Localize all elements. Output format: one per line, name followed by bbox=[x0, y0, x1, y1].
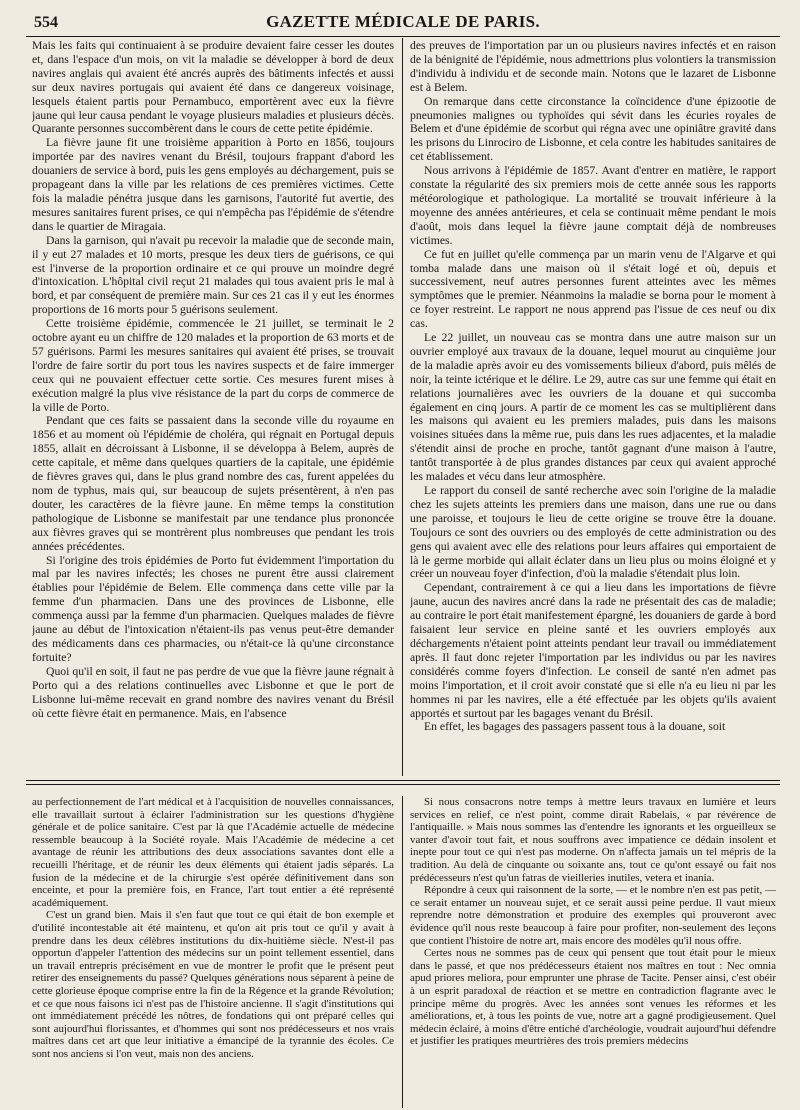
paragraph: Cette troisième épidémie, commencée le 21 juillet, se terminait le 2 octobre ayant eu un chiffre de 120 malades et la proportion de 63 morts et de 57 guérisons. Parmi les mesures sanitaires qui avaient été prises, se trouvait l'ordre de faire sortir du port tous les navires suspects et de faire immerger ceux qui ne pouvaient effectuer cette sortie. Ces mesures furent mises à exécution malgré la plus vive résistance de la part du corps de commerce de la ville de Porto. bbox=[32, 317, 394, 414]
column-divider-bottom bbox=[402, 796, 403, 1108]
header-rule bbox=[26, 36, 780, 37]
top-left-column bbox=[32, 39, 394, 776]
paragraph: Quoi qu'il en soit, il faut ne pas perdre de vue que la fièvre jaune régnait à Porto qui a des relations continuelles avec Lisbonne et que le port de Lisbonne lui-même recevait en grand nombre des navires venant du Brésil où cette fièvre était en permanence. Mais, en l'absence bbox=[32, 664, 394, 720]
column-divider-top bbox=[402, 38, 403, 776]
paragraph: Certes nous ne sommes pas de ceux qui pensent que tout était pour le mieux dans le passé, et que nos prédécesseurs étaient nos maîtres en tout : Nec omnia apud priores meliora, pour emprunter une phrase de Tacite. Penser ainsi, c'est obéir à un esprit paradoxal de réaction et se mettre en contradiction flagrante avec le principe même du progrès. Avec les années sont venues les réformes et les améliorations, et, à tous les points de vue, notre art a gagné prodigieusement. Quel médecin éclairé, à moins d'être entiché d'archéologie, voudrait aujourd'hui défendre et justifier les pratiques meurtrières des trois premiers médecins bbox=[410, 947, 776, 1048]
paragraph: C'est un grand bien. Mais il s'en faut que tout ce qui était de bon exemple et d'utilité incontestable ait été maintenu, et qu'on ait pris tout ce qu'il y avait à prendre dans les deux célèbres institutions du dix-huitième siècle. N'est-il pas opportun d'appeler l'attention des médecins sur un point tellement essentiel, dans un travail entrepris précisément en vue de montrer le profit que le présent peut retirer des enseignements du passé? Quelques générations nous séparent à peine de cette glorieuse époque comprise entre la fin de la Régence et la grande Révolution; et ce que nous faisons ici n'est pas de l'histoire ancienne. Il s'agit d'institutions qui ont immédiatement précédé les nôtres, de fondations qui ont préparé celles qui sont aujourd'hui florissantes, et d'hommes qui sont nos prédécesseurs et nos vrais maîtres dans cet art que leur initiative a émancipé de la tyrannie des écoles. Ce sont nos anciens si l'on veut, mais non des anciens. bbox=[32, 909, 394, 1060]
feuilleton-right-column bbox=[410, 796, 776, 1109]
paragraph: Ce fut en juillet qu'elle commença par un marin venu de l'Algarve et qui tomba malade dans une maison où il s'était logé et où, depuis et successivement, neuf autres personnes furent atteintes avec les mêmes symptômes que le premier. Néanmoins la maladie se borna pour le moment à ce foyer restreint. Le rapport ne nous apprend pas l'issue de ces neuf ou dix cas. bbox=[410, 247, 776, 331]
page-number: 554 bbox=[34, 14, 58, 31]
journal-title: GAZETTE MÉDICALE DE PARIS. bbox=[266, 12, 540, 31]
paragraph: Si nous consacrons notre temps à mettre leurs travaux en lumière et leurs services en relief, ce n'est point, comme dirait Rabelais, « par révérence de l'antiquaille. » Mais nous sommes las d'entendre les ignorants et les orgueilleux se vanter d'avoir tout fait, et nous souffrons avec impatience ce dédain insolent et inepte pour tout ce qui n'est pas moderne. On n'affecta jamais un tel mépris de la tradition. Au delà de cinquante ou soixante ans, tout ce qu'ont essayé ou fait nos prédécesseurs n'est qu'un fatras de vieilleries inutiles, vetera et inania. bbox=[410, 796, 776, 884]
paragraph: Si l'origine des trois épidémies de Porto fut évidemment l'importation du mal par les navires infectés; les choses ne purent être aussi clairement établies pour l'épidémie de Belem. Elle commença dans cette ville par la femme d'un pharmacien. Dans une des provinces de Lisbonne, elle commença aussi par la femme d'un pharmacien. Quelques malades de fièvre jaune au début de l'intoxication n'étaient-ils pas venus peut-être demander des médicaments dans ces pharmacies, ou n'était-ce là qu'une circonstance fortuite? bbox=[32, 553, 394, 664]
paragraph: Le 22 juillet, un nouveau cas se montra dans une autre maison sur un ouvrier employé aux travaux de la douane, lequel mourut au cinquième jour de la maladie après avoir eu des vomissements bilieux d'abord, puis mêlés de noir, la teinte ictérique et le délire. Le 29, autre cas sur une femme qui était en relations journalières avec les ouvriers de la douane et qui succomba également en cinq jours. A partir de ce moment les cas se multiplièrent dans les maisons qui avaient eu les premiers malades, puis dans les maisons voisines situées dans la même rue, puis dans les rues adjacentes, et la maladie s'étendit ainsi de proche en proche, tantôt gagnant d'une maison à l'autre, tantôt transportée à de plus grandes distances par ceux qui avaient approché les malades et vécu dans leur atmosphère. bbox=[410, 331, 776, 484]
paragraph: La fièvre jaune fit une troisième apparition à Porto en 1856, toujours importée par des navires venant du Brésil, toujours frappant d'abord les douaniers de service à bord, puis les gens employés au déchargement, puis se propageant dans la ville par les relations de ces premières victimes. Cette fois la maladie pénétra jusque dans les garnisons, l'autorité fut avertie, des mesures sanitaires furent prises, ce qui n'empêcha pas l'épidémie de s'étendre dans le quartier de Miragaia. bbox=[32, 136, 394, 233]
paragraph: au perfectionnement de l'art médical et à l'acquisition de nouvelles connaissances, elle travaillait surtout à éclairer l'administration sur les questions d'hygiène générale et de police sanitaire. C'est par là que l'Académie actuelle de médecine ressemble beaucoup à la Société royale. Mais l'Académie de médecine a cet avantage de réunir les attributions des deux associations savantes dont elle a recueilli l'héritage, et de réunir les deux éléments qui étaient jadis séparés. La fusion de la médecine et de la chirurgie s'est opérée définitivement dans son enceinte, et pour la première fois, en France, l'art tout entier a été représenté académiquement. bbox=[32, 796, 394, 909]
feuilleton-left-column bbox=[32, 796, 394, 1109]
page-header bbox=[26, 6, 780, 32]
paragraph: Dans la garnison, qui n'avait pu recevoir la maladie que de seconde main, il y eut 27 malades et 10 morts, presque les deux tiers de guérisons, ce qui est l'inverse de la proportion ordinaire et ce qui prouve un moindre degré d'intoxication. L'hôpital civil reçut 21 malades qui tous avaient pris le mal à bord, et par conséquent de première main. Sur ces 21 cas il y eut les énormes proportions de 16 morts pour 5 guérisons seulement. bbox=[32, 233, 394, 317]
paragraph: Le rapport du conseil de santé recherche avec soin l'origine de la maladie chez les sujets atteints les premiers dans une maison, dans une rue ou dans une paroisse, et toujours le lieu de cette origine se trouve être la douane. Toujours ce sont des ouvriers ou des employés de cette administration ou des gens qui avaient avec elle des relations pour leurs affaires qui emportaient de là le germe morbide qui allait éclater dans un lieu plus ou moins éloigné et y créer un nouveau foyer d'infection, d'où la maladie s'étendait plus loin. bbox=[410, 484, 776, 581]
top-right-column bbox=[410, 39, 776, 776]
paragraph: En effet, les bagages des passagers passent tous à la douane, soit bbox=[424, 720, 726, 734]
paragraph: On remarque dans cette circonstance la coïncidence d'une épizootie de pneumonies malignes ou typhoïdes qui sévit dans les écuries royales de Belem et d'une épidémie de scorbut qui régna avec une opiniâtre gravité dans les prisons du Linrociro de Lisbonne, et cela contre les habitudes sanitaires de cet établissement. bbox=[410, 94, 776, 164]
paragraph: Répondre à ceux qui raisonnent de la sorte, — et le nombre n'en est pas petit, — ce serait entamer un nouveau sujet, et ce serait aussi peine perdue. Il vaut mieux reprendre notre démonstration et produire des exemples qui prouveront avec évidence qu'il nous reste beaucoup à faire pour profiter, non-seulement des leçons que contient l'histoire de notre art, mais encore des modèles qu'il nous offre. bbox=[410, 884, 776, 947]
feuilleton-separator bbox=[26, 780, 780, 785]
paragraph: Nous arrivons à l'épidémie de 1857. Avant d'entrer en matière, le rapport constate la régularité des six premiers mois de cette année sous les rapports météorologique et pathologique. La mortalité se trouvait inférieure à la moyenne des années antérieures, et cela se continuait même pendant le mois d'août, mois dans lequel la fièvre jaune comptait déjà de nombreuses victimes. bbox=[410, 164, 776, 247]
paragraph: Pendant que ces faits se passaient dans la seconde ville du royaume en 1856 et au moment où l'épidémie de choléra, qui régnait en Portugal depuis 1855, allait en décroissant à Lisbonne, il se développa à Belem, auprès de cette capitale, et même dans quelques quartiers de la capitale, une épidémie de fièvres graves qui, dans le plus grand nombre des cas, furent appelées du nom de typhus, mais qui, sur beaucoup de sujets présentèrent, à n'en pas douter, les caractères de la fièvre jaune. En même temps la constitution pathologique de Lisbonne se manifestait par une tendance plus prononcée aux fièvres graves qui se montrèrent plus nombreuses que pendant les trois années précédentes. bbox=[32, 414, 394, 553]
paragraph: Mais les faits qui continuaient à se produire devaient faire cesser les doutes et, dans l'espace d'un mois, on vit la maladie se développer à bord de deux navires anglais qui avaient été ancrés auprès des bâtiments infectés et aussi sur deux navires portugais qui avaient été dans ce dangereux voisinage, lesquels étaient partis pour Pernambuco, emportèrent avec eux la fièvre jaune qui leur causa pendant le voyage plusieurs maladies et plusieurs décès. Quarante personnes succombèrent dans le cours de cette petite épidémie. bbox=[32, 39, 394, 136]
paragraph: des preuves de l'importation par un ou plusieurs navires infectés et en raison de la bénignité de l'épidémie, nous admettrions plus volontiers la transmission d'individu à individu et de seconde main. Notons que le lazaret de Lisbonne est à Belem. bbox=[410, 39, 776, 94]
paragraph: Cependant, contrairement à ce qui a lieu dans les importations de fièvre jaune, aucun des navires ancré dans la rade ne présentait des cas de maladie; au contraire le port était manifestement épargné, les douaniers de garde à bord faisaient leur service en pleine santé et les ouvriers employés aux déchargements n'étaient point atteints pendant leur travail ou immédiatement après. Il faut donc rejeter l'importation par les individus ou par les navires considérés comme foyers d'infection. Le conseil de santé n'en admet pas moins l'importation, et il croit avoir constaté que si elle n'a eu lieu ni par les hommes ni par les navires, elle a été effectuée par les objets qu'ils avaient apportés et surtout par les bagages venant du Brésil. bbox=[410, 581, 776, 720]
